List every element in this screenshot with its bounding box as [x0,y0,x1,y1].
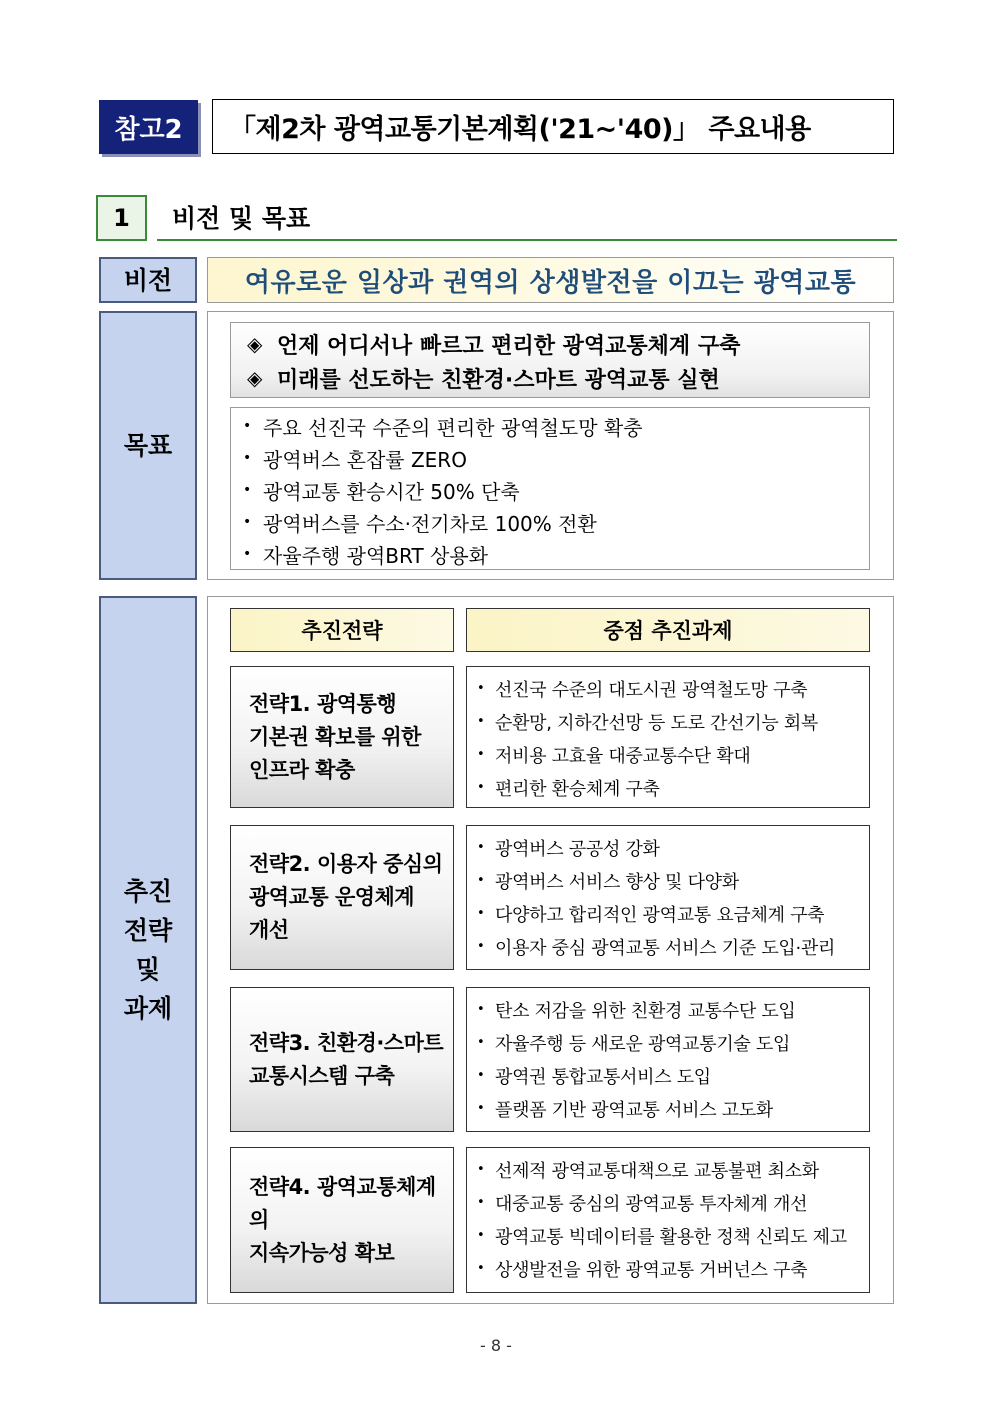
strategy-label-line: 및 [135,955,161,984]
strategy-label-line: 전략 [123,916,173,945]
bullet-icon: • [477,1228,485,1243]
page-number: - 8 - [480,1336,512,1355]
strategy-label [99,596,197,1304]
task-text: 이용자 중심 광역교통 서비스 기준 도입·관리 [495,937,836,959]
strategy-name-line: 전략4. 광역교통체계의 [249,1174,436,1232]
task-text: 광역버스 공공성 강화 [495,838,660,860]
task-box [466,987,870,1132]
strategy-name-line: 지속가능성 확보 [249,1240,395,1265]
task-item [477,672,869,705]
reference-tag: 참고2 [99,100,198,154]
bullet-icon: • [243,450,252,466]
main-goals-box [230,322,870,398]
task-item [477,831,869,864]
task-text: 편리한 환승체계 구축 [495,778,660,800]
bullet-icon: • [477,1101,485,1116]
task-box [466,666,870,808]
task-item [477,1026,869,1059]
task-text: 광역권 통합교통서비스 도입 [495,1066,711,1088]
section-title: 비전 및 목표 [172,204,311,233]
strategy-box [230,1147,454,1293]
goal-target-item [243,410,869,442]
strategy-name-line: 전략1. 광역통행 [249,691,397,716]
goal-target-text: 광역버스 혼잡률 ZERO [263,447,467,472]
bullet-icon: • [243,546,252,562]
main-goal-text: 미래를 선도하는 친환경·스마트 광역교통 실현 [277,367,720,393]
goal-target-item [243,474,869,506]
task-item [477,1059,869,1092]
vision-statement: 여유로운 일상과 권역의 상생발전을 이끄는 광역교통 [207,257,894,303]
bullet-icon: • [477,747,485,762]
bullet-icon: • [477,873,485,888]
task-item [477,993,869,1026]
task-text: 선진국 수준의 대도시권 광역철도망 구축 [495,679,808,701]
task-item [477,1153,869,1186]
diamond-bullet-icon: ◈ [247,366,263,390]
task-text: 광역교통 빅데이터를 활용한 정책 신뢰도 제고 [495,1226,847,1248]
task-item [477,1186,869,1219]
strategy-name-line: 광역교통 운영체계 [249,885,415,909]
task-item [477,864,869,897]
bullet-icon: • [477,939,485,954]
bullet-icon: • [477,714,485,729]
strategy-name-line: 기본권 확보를 위한 [249,724,421,749]
bullet-icon: • [477,1035,485,1050]
strategy-name-line: 개선 [249,918,289,942]
bullet-icon: • [477,1068,485,1083]
bullet-icon: • [477,1195,485,1210]
bullet-icon: • [477,780,485,795]
task-text: 자율주행 등 새로운 광역교통기술 도입 [495,1033,791,1055]
strategy-name-line: 인프라 확충 [249,757,355,782]
strategy-box [230,987,454,1132]
bullet-icon: • [477,1002,485,1017]
main-goal-item [247,361,869,395]
task-text: 대중교통 중심의 광역교통 투자체계 개선 [495,1193,808,1215]
strategy-label-line: 과제 [123,994,173,1023]
bullet-icon: • [477,1162,485,1177]
strategy-name-line: 전략2. 이용자 중심의 [249,852,443,876]
task-item [477,705,869,738]
diamond-bullet-icon: ◈ [247,332,263,356]
goal-target-item [243,506,869,538]
document-title: 「제2차 광역교통기본계획('21~'40)」 주요내용 [212,99,894,154]
goal-targets-list [230,407,870,570]
strategy-box [230,825,454,970]
goals-label: 목표 [99,311,197,580]
task-item [477,771,869,804]
task-text: 다양하고 합리적인 광역교통 요금체계 구축 [495,904,825,926]
section-divider [157,239,897,241]
task-text: 상생발전을 위한 광역교통 거버넌스 구축 [495,1259,808,1281]
task-box [466,825,870,970]
task-item [477,1252,869,1285]
task-box [466,1147,870,1293]
task-text: 광역버스 서비스 향상 및 다양화 [495,871,739,893]
goal-target-text: 자율주행 광역BRT 상용화 [263,543,488,568]
task-item [477,897,869,930]
task-text: 탄소 저감을 위한 친환경 교통수단 도입 [495,1000,796,1022]
goal-target-item [243,538,869,570]
task-text: 저비용 고효율 대중교통수단 확대 [495,745,751,767]
strategy-label-line: 추진 [123,877,173,906]
task-item [477,1092,869,1125]
bullet-icon: • [477,840,485,855]
task-text: 플랫폼 기반 광역교통 서비스 고도화 [495,1099,774,1121]
main-goal-item [247,327,869,361]
task-item [477,738,869,771]
bullet-icon: • [477,681,485,696]
strategy-column-header: 추진전략 [230,608,454,652]
goal-target-text: 광역교통 환승시간 50% 단축 [263,479,520,504]
section-number: 1 [96,195,147,241]
bullet-icon: • [477,1261,485,1276]
vision-label: 비전 [99,257,197,303]
strategy-box [230,666,454,808]
bullet-icon: • [243,482,252,498]
bullet-icon: • [243,418,252,434]
goal-target-item [243,442,869,474]
task-text: 선제적 광역교통대책으로 교통불편 최소화 [495,1160,819,1182]
bullet-icon: • [243,514,252,530]
bullet-icon: • [477,906,485,921]
main-goal-text: 언제 어디서나 빠르고 편리한 광역교통체계 구축 [277,333,741,359]
strategy-name-line: 전략3. 친환경·스마트 [249,1030,444,1055]
task-item [477,930,869,963]
task-text: 순환망, 지하간선망 등 도로 간선기능 회복 [495,712,819,734]
strategy-name-line: 교통시스템 구축 [249,1063,395,1088]
goal-target-text: 광역버스를 수소·전기차로 100% 전환 [263,511,597,536]
tasks-column-header: 중점 추진과제 [466,608,870,652]
goal-target-text: 주요 선진국 수준의 편리한 광역철도망 확충 [263,415,643,440]
task-item [477,1219,869,1252]
